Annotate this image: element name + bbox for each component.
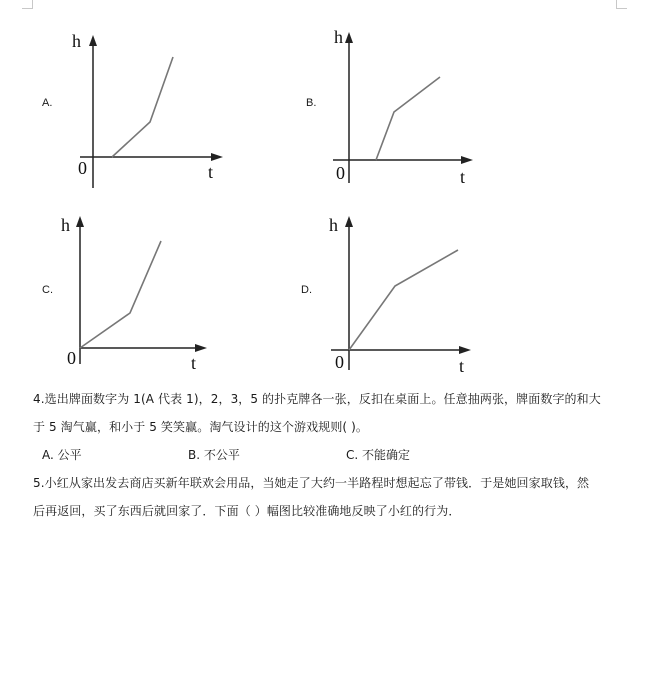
question-5-line-2: 后再返回，买了东西后就回家了．下面（ ）幅图比较准确地反映了小红的行为． — [33, 504, 461, 518]
graph-c — [60, 212, 220, 377]
x-axis-arrow — [461, 156, 473, 164]
y-axis-label: h — [334, 27, 343, 47]
graph-a-line — [112, 57, 173, 157]
x-axis-label: t — [460, 167, 466, 187]
y-axis-arrow — [345, 32, 353, 43]
graph-d — [326, 212, 486, 377]
option-d-label: D. — [301, 284, 312, 296]
question-4-line-1: 4.选出牌面数字为 1(A 代表 1)，2，3，5 的扑克牌各一张，反扣在桌面上。任意抽两张，牌面数字的和大 — [33, 392, 601, 406]
option-b-label: B. — [306, 97, 317, 109]
question-4-line-2: 于 5 淘气赢，和小于 5 笑笑赢。淘气设计的这个游戏规则( )。 — [33, 420, 369, 434]
page-corner-mark-right — [616, 0, 627, 9]
option-c-label: C. — [42, 284, 53, 296]
graph-a — [70, 30, 230, 190]
x-axis-arrow — [211, 153, 223, 161]
x-axis-label: t — [459, 356, 465, 376]
origin-label: 0 — [67, 348, 76, 368]
graph-b — [330, 28, 490, 188]
graph-c-line — [80, 241, 161, 348]
y-axis-label: h — [329, 215, 338, 235]
origin-label: 0 — [335, 352, 344, 372]
y-axis-label: h — [72, 31, 81, 51]
x-axis-label: t — [208, 162, 214, 182]
origin-label: 0 — [336, 163, 345, 183]
graph-b-line — [376, 77, 440, 160]
origin-label: 0 — [78, 158, 87, 178]
option-a-label: A. — [42, 97, 53, 109]
question-4-choice-b: B. 不公平 — [188, 448, 240, 462]
x-axis-label: t — [191, 353, 197, 373]
y-axis-arrow — [76, 216, 84, 227]
y-axis-arrow — [89, 35, 97, 46]
question-5-line-1: 5.小红从家出发去商店买新年联欢会用品，当她走了大约一半路程时想起忘了带钱．于是她回家取钱，然 — [33, 476, 590, 490]
graph-d-line — [349, 250, 458, 350]
x-axis-arrow — [459, 346, 471, 354]
page-corner-mark-left — [22, 0, 33, 9]
y-axis-label: h — [61, 215, 70, 235]
question-4-choice-a: A. 公平 — [42, 448, 82, 462]
y-axis-arrow — [345, 216, 353, 227]
x-axis-arrow — [195, 344, 207, 352]
question-4-choice-c: C. 不能确定 — [346, 448, 411, 462]
